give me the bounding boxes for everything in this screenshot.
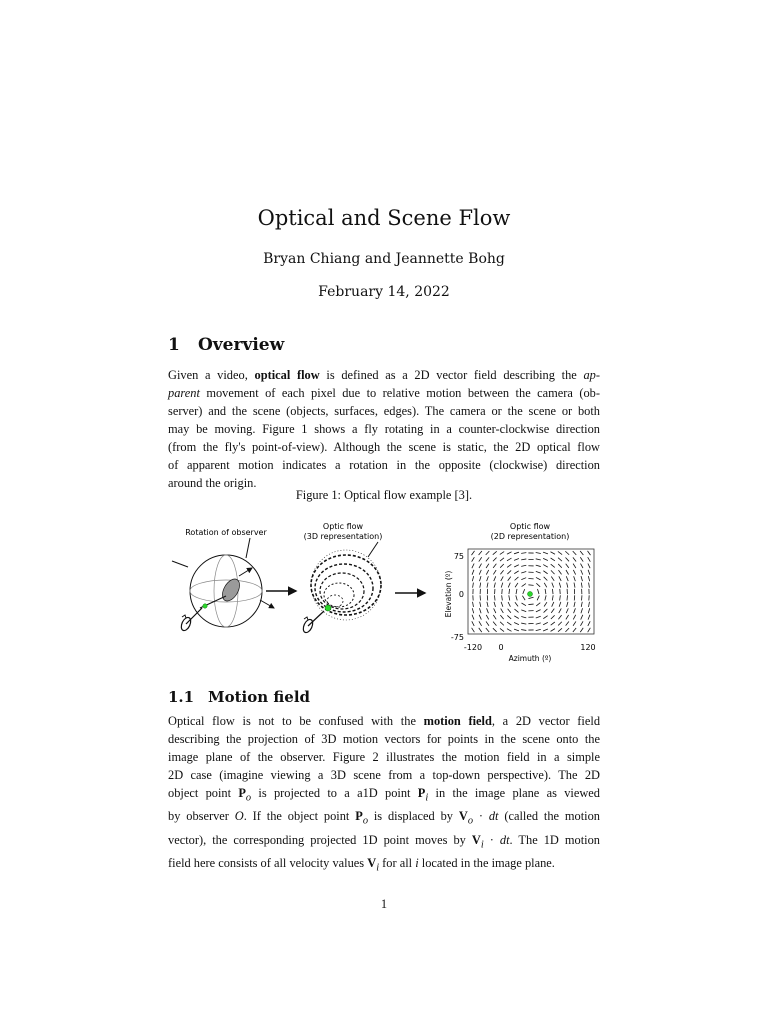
paper-date: February 14, 2022 [318, 284, 450, 300]
text-line: object point $P_o$ is projected to a a1D point $P_i$ in the image plane as viewed [168, 786, 600, 804]
text-line: (from the fly's point-of-view). Although the scene is static, the 2D optical flow [168, 440, 600, 454]
motion-field-paragraph [168, 712, 600, 878]
text-line: by observer O. If the object point $P_o$ is displaced by $V_o$ · dt (called the motion [168, 809, 600, 827]
figure-caption: Figure 1: Optical flow example [3]. [295, 488, 473, 502]
section-heading-motion-field [168, 688, 310, 706]
section-number: 1.1 [168, 688, 195, 706]
panel3-title-2: (2D representation) [490, 532, 570, 541]
panel2-title-1: Optic flow [322, 522, 364, 531]
overview-paragraph [168, 366, 600, 492]
text-line: Given a video, optical flow is defined as a 2D vector field describing the ap- [168, 368, 600, 382]
text-line: Optical flow is not to be confused with the motion field, a 2D vector field [168, 714, 601, 728]
x-tick-label: 120 [580, 643, 596, 652]
y-tick-label: -75 [450, 633, 464, 642]
text-line: around the origin. [168, 476, 257, 490]
paper-authors: Bryan Chiang and Jeannette Bohg [263, 251, 505, 267]
section-number: 1 [168, 335, 180, 355]
section-title: Overview [198, 335, 285, 355]
flow-vector [528, 604, 533, 605]
panel1-title: Rotation of observer [185, 528, 267, 537]
text-line: server) and the scene (objects, surfaces, edges). The camera or the scene or both [168, 404, 600, 418]
text-line: of apparent motion indicates a rotation in the opposite (clockwise) direction [168, 458, 600, 472]
flow-center-marker [528, 592, 533, 597]
optical-flow-figure [168, 516, 600, 666]
panel2-title-2: (3D representation) [303, 532, 383, 541]
text-line: image plane of the observer. Figure 2 illustrates the motion field in a simple [168, 750, 600, 764]
observer-sphere [172, 538, 274, 632]
x-tick-label: 0 [498, 643, 504, 652]
text-line: field here consists of all velocity values $V_i$ for all i located in the image plane. [168, 856, 555, 874]
flow-sphere-3d [301, 542, 381, 634]
text-line: describing the projection of 3D motion vectors for points in the scene onto the [168, 732, 600, 746]
text-line: vector), the corresponding projected 1D point moves by $V_i$ · dt. The 1D motion [168, 832, 601, 851]
y-tick-label: 0 [458, 590, 464, 599]
x-tick-label: -120 [463, 643, 483, 652]
y-axis-label: Elevation (º) [444, 570, 453, 618]
panel3-title-1: Optic flow [509, 522, 551, 531]
section-heading-overview [168, 335, 284, 355]
text-line: 2D case (imagine viewing a 3D scene from a top-down perspective). The 2D [168, 768, 600, 782]
x-axis-label: Azimuth (º) [508, 654, 552, 663]
flow-vector [567, 595, 568, 600]
flow-vector [552, 589, 553, 594]
section-title: Motion field [208, 688, 311, 706]
text-line: may be moving. Figure 1 shows a fly rotating in a counter-clockwise direction [168, 422, 600, 436]
page-number: 1 [380, 897, 388, 911]
paper-title: Optical and Scene Flow [257, 206, 511, 230]
y-tick-label: 75 [453, 552, 464, 561]
text-line: parent movement of each pixel due to relative motion between the camera (ob- [168, 386, 600, 400]
